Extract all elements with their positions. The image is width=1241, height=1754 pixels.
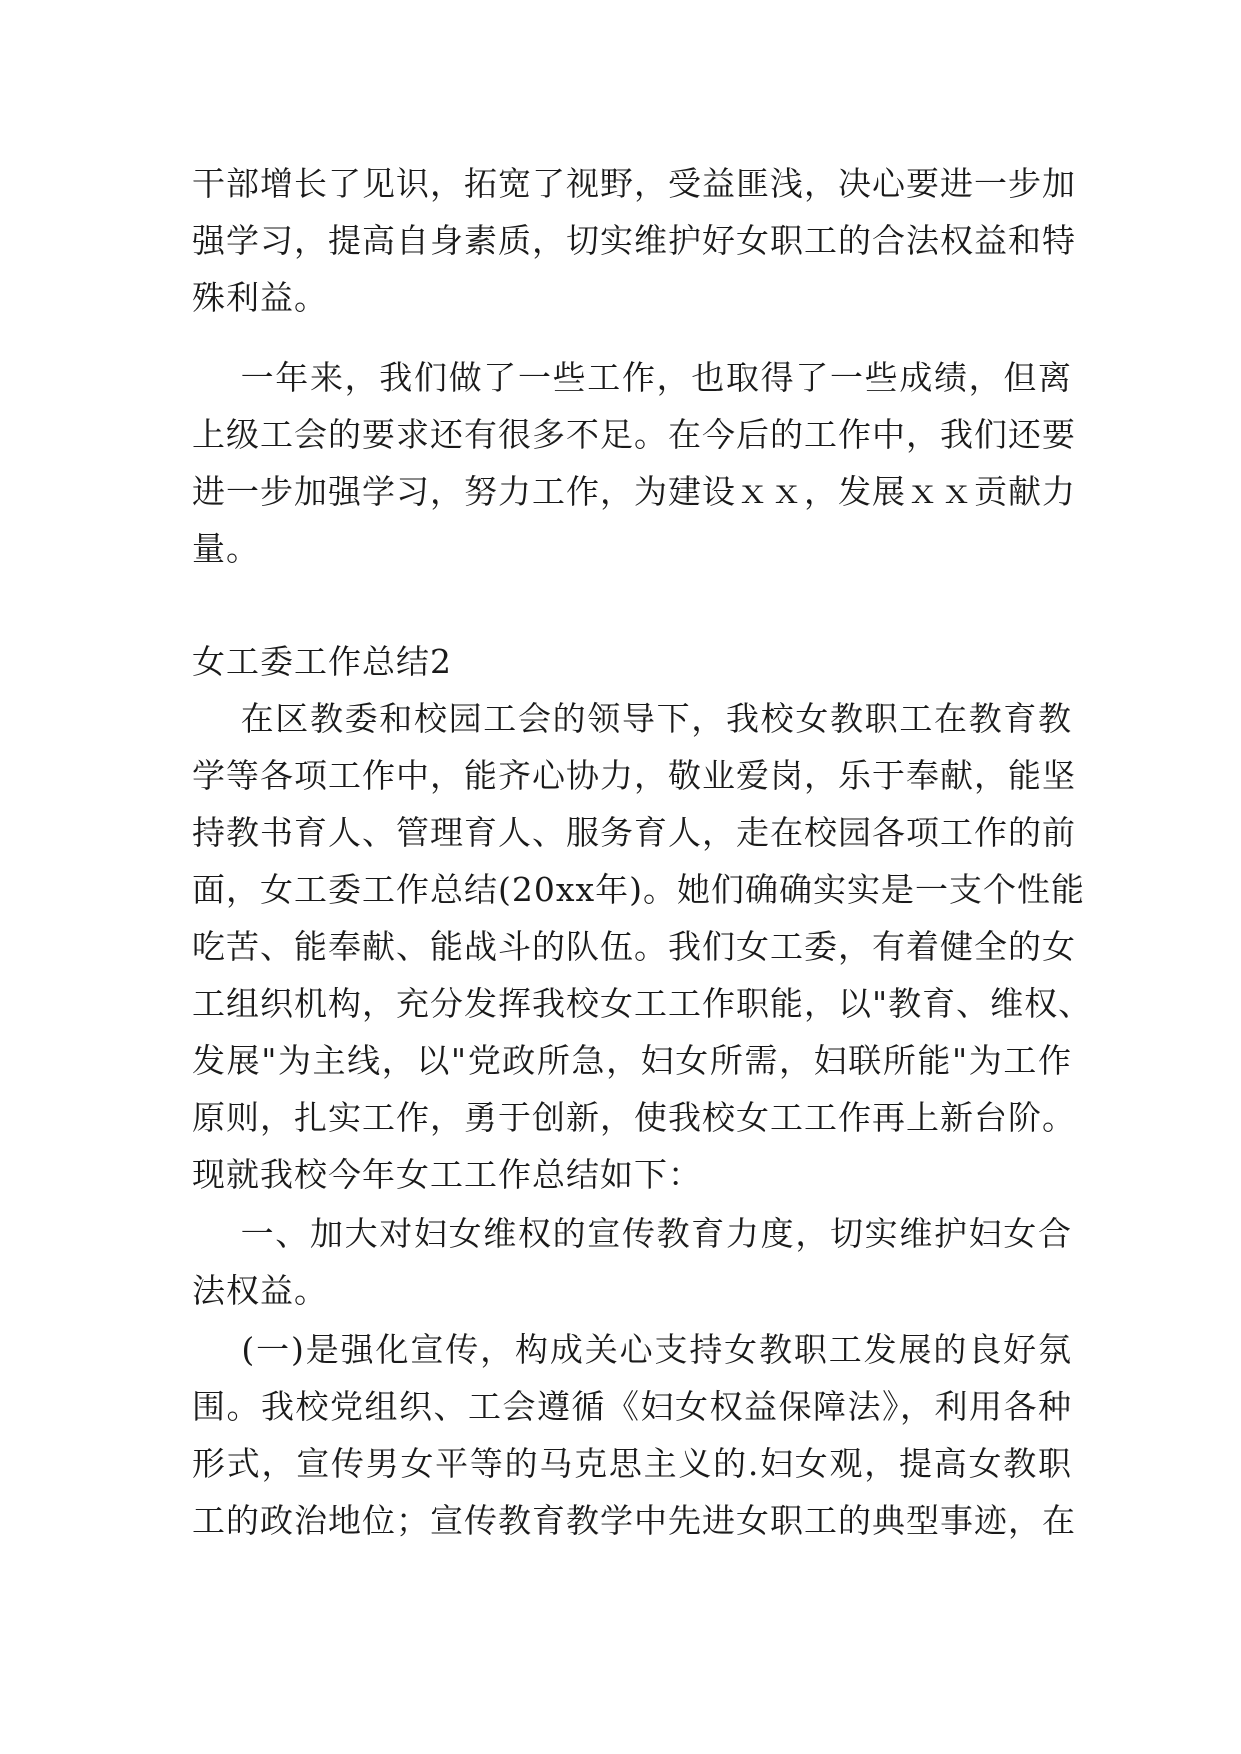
section-title <box>192 633 1072 690</box>
blank-gap <box>192 577 1072 633</box>
text-line: 工的政治地位；宣传教育教学中先进女职工的典型事迹，在 <box>192 1501 1076 1540</box>
text-line: 强学习，提高自身素质，切实维护好女职工的合法权益和特 <box>192 221 1076 260</box>
text-line: 殊利益。 <box>192 278 328 317</box>
paragraph-1 <box>192 155 1076 326</box>
text-line: 面，女工委工作总结(20xx年)。她们确确实实是一支个性能 <box>192 870 1085 909</box>
text-line: 围。我校党组织、工会遵循《妇女权益保障法》，利用各种 <box>192 1387 1072 1426</box>
text-line: 进一步加强学习，努力工作，为建设ｘｘ，发展ｘｘ贡献力 <box>192 472 1076 511</box>
text-line: 吃苦、能奉献、能战斗的队伍。我们女工委，有着健全的女 <box>192 927 1076 966</box>
text-line: 上级工会的要求还有很多不足。在今后的工作中，我们还要 <box>192 415 1076 454</box>
text-line: 法权益。 <box>192 1271 328 1310</box>
text-line: (一)是强化宣传，构成关心支持女教职工发展的良好氛 <box>192 1330 1072 1369</box>
text-line: 干部增长了见识，拓宽了视野，受益匪浅，决心要进一步加 <box>192 164 1076 203</box>
text-line: 发展"为主线，以"党政所急，妇女所需，妇联所能"为工作 <box>192 1041 1072 1080</box>
section-title-text: 女工委工作总结2 <box>192 642 452 681</box>
text-line: 一、加大对妇女维权的宣传教育力度，切实维护妇女合 <box>192 1214 1072 1253</box>
text-line: 学等各项工作中，能齐心协力，敬业爱岗，乐于奉献，能坚 <box>192 756 1076 795</box>
document-body <box>192 155 1093 1549</box>
text-line: 量。 <box>192 529 260 568</box>
paragraph-3 <box>192 690 1093 1203</box>
text-line: 工组织机构，充分发挥我校女工工作职能，以"教育、维权、 <box>192 984 1093 1023</box>
paragraph-5 <box>192 1321 1076 1549</box>
paragraph-2 <box>192 349 1076 577</box>
text-line: 现就我校今年女工工作总结如下： <box>192 1155 702 1194</box>
text-line: 持教书育人、管理育人、服务育人，走在校园各项工作的前 <box>192 813 1076 852</box>
text-line: 原则，扎实工作，勇于创新，使我校女工工作再上新台阶。 <box>192 1098 1076 1137</box>
paragraph-4 <box>192 1205 1072 1319</box>
text-line: 形式，宣传男女平等的马克思主义的.妇女观，提高女教职 <box>192 1444 1072 1483</box>
text-line: 在区教委和校园工会的领导下，我校女教职工在教育教 <box>192 699 1072 738</box>
text-line: 一年来，我们做了一些工作，也取得了一些成绩，但离 <box>192 358 1072 397</box>
